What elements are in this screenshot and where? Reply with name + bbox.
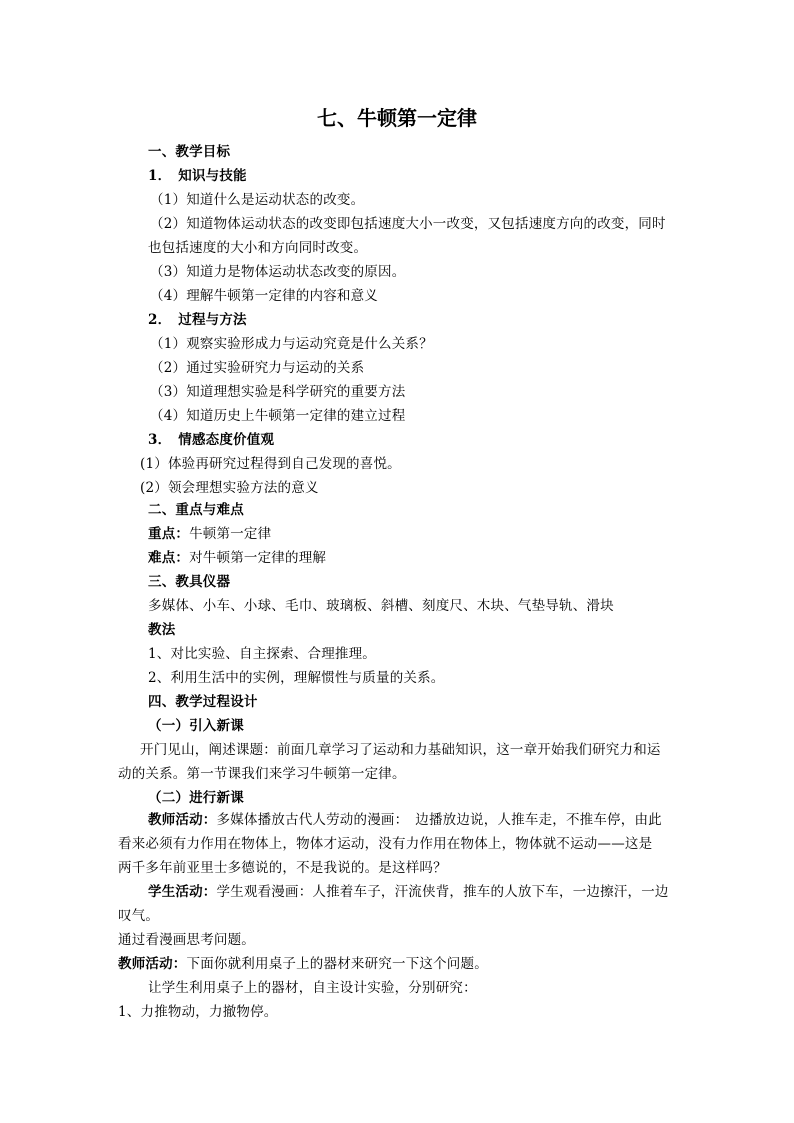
list-item: （1）知道什么是运动状态的改变。 xyxy=(150,192,365,208)
teacher-activity-label: 教师活动： xyxy=(148,812,217,828)
section-heading-process-design: 四、教学过程设计 xyxy=(148,694,258,710)
list-item: （3）知道力是物体运动状态改变的原因。 xyxy=(150,264,406,280)
teacher-activity-line-2 xyxy=(118,954,488,974)
paragraph-line: 看来必须有力作用在物体上，物体才运动，没有力作用在物体上，物体就不运动——这是 xyxy=(118,836,653,852)
student-activity-label: 学生活动： xyxy=(148,884,217,900)
section-heading-key-points: 二、重点与难点 xyxy=(148,502,244,518)
section-heading-objectives: 一、教学目标 xyxy=(148,144,231,160)
list-item-continuation: 也包括速度的大小和方向同时改变。 xyxy=(148,240,368,256)
teacher-activity-text: 多媒体播放古代人劳动的漫画： 边播放边说，人推车走，不推车停，由此 xyxy=(216,812,662,828)
teacher-activity-label: 教师活动： xyxy=(118,956,187,972)
list-item: （4）知道历史上牛顿第一定律的建立过程 xyxy=(150,408,406,424)
paragraph-line: 动的关系。第一节课我们来学习牛顿第一定律。 xyxy=(118,766,406,782)
difficulty-text: 对牛顿第一定律的理解 xyxy=(189,550,327,566)
paragraph-line: 叹气。 xyxy=(118,908,160,924)
key-point-label: 重点： xyxy=(148,526,190,542)
list-item: （2）知道物体运动状态的改变即包括速度大小一改变，又包括速度方向的改变，同时 xyxy=(150,216,666,232)
section-heading-equipment: 三、教具仪器 xyxy=(148,574,231,590)
student-activity-line xyxy=(148,882,669,902)
subheading-knowledge-skills: 1． 知识与技能 xyxy=(148,168,247,184)
equipment-list: 多媒体、小车、小球、毛巾、玻璃板、斜槽、刻度尺、木块、气垫导轨、滑块 xyxy=(148,598,614,614)
list-item: （4）理解牛顿第一定律的内容和意义 xyxy=(150,288,378,304)
list-item: （1）观察实验形成力与运动究竟是什么关系？ xyxy=(150,336,433,352)
subheading-process-methods: 2． 过程与方法 xyxy=(148,312,247,328)
list-item: 2、利用生活中的实例，理解惯性与质量的关系。 xyxy=(148,670,445,686)
list-item: 1、对比实验、自主探索、合理推理。 xyxy=(148,646,376,662)
teacher-activity-text: 下面你就利用桌子上的器材来研究一下这个问题。 xyxy=(186,956,488,972)
list-item: 1、力推物动，力撤物停。 xyxy=(118,1004,278,1020)
key-point-line xyxy=(148,524,271,544)
subheading-attitudes-values: 3． 情感态度价值观 xyxy=(148,432,275,448)
paragraph-line: 两千多年前亚里士多德说的，不是我说的。是这样吗？ xyxy=(118,860,447,876)
student-activity-text: 学生观看漫画：人推着车子，汗流侠背，推车的人放下车，一边擦汗，一边 xyxy=(216,884,669,900)
paragraph-line: 让学生利用桌子上的器材，自主设计实验，分别研究： xyxy=(148,980,477,996)
paragraph-line: 开门见山，阐述课题：前面几章学习了运动和力基础知识，这一章开始我们研究力和运 xyxy=(140,742,661,758)
difficulty-label: 难点： xyxy=(148,550,190,566)
list-item: (1）体验再研究过程得到自己发现的喜悦。 xyxy=(140,456,401,472)
key-point-text: 牛顿第一定律 xyxy=(189,526,272,542)
list-item: （3）知道理想实验是科学研究的重要方法 xyxy=(150,384,406,400)
list-item: （2）通过实验研究力与运动的关系 xyxy=(150,360,365,376)
paragraph-line: 通过看漫画思考问题。 xyxy=(118,932,255,948)
document-title: 七、牛顿第一定律 xyxy=(317,106,477,130)
subheading-introduction: （一）引入新课 xyxy=(148,718,244,734)
teacher-activity-line xyxy=(148,810,662,830)
list-item: (2）领会理想实验方法的意义 xyxy=(140,480,319,496)
subheading-new-lesson: （二）进行新课 xyxy=(148,790,244,806)
subheading-methods: 教法 xyxy=(148,622,176,638)
difficulty-line xyxy=(148,548,326,568)
